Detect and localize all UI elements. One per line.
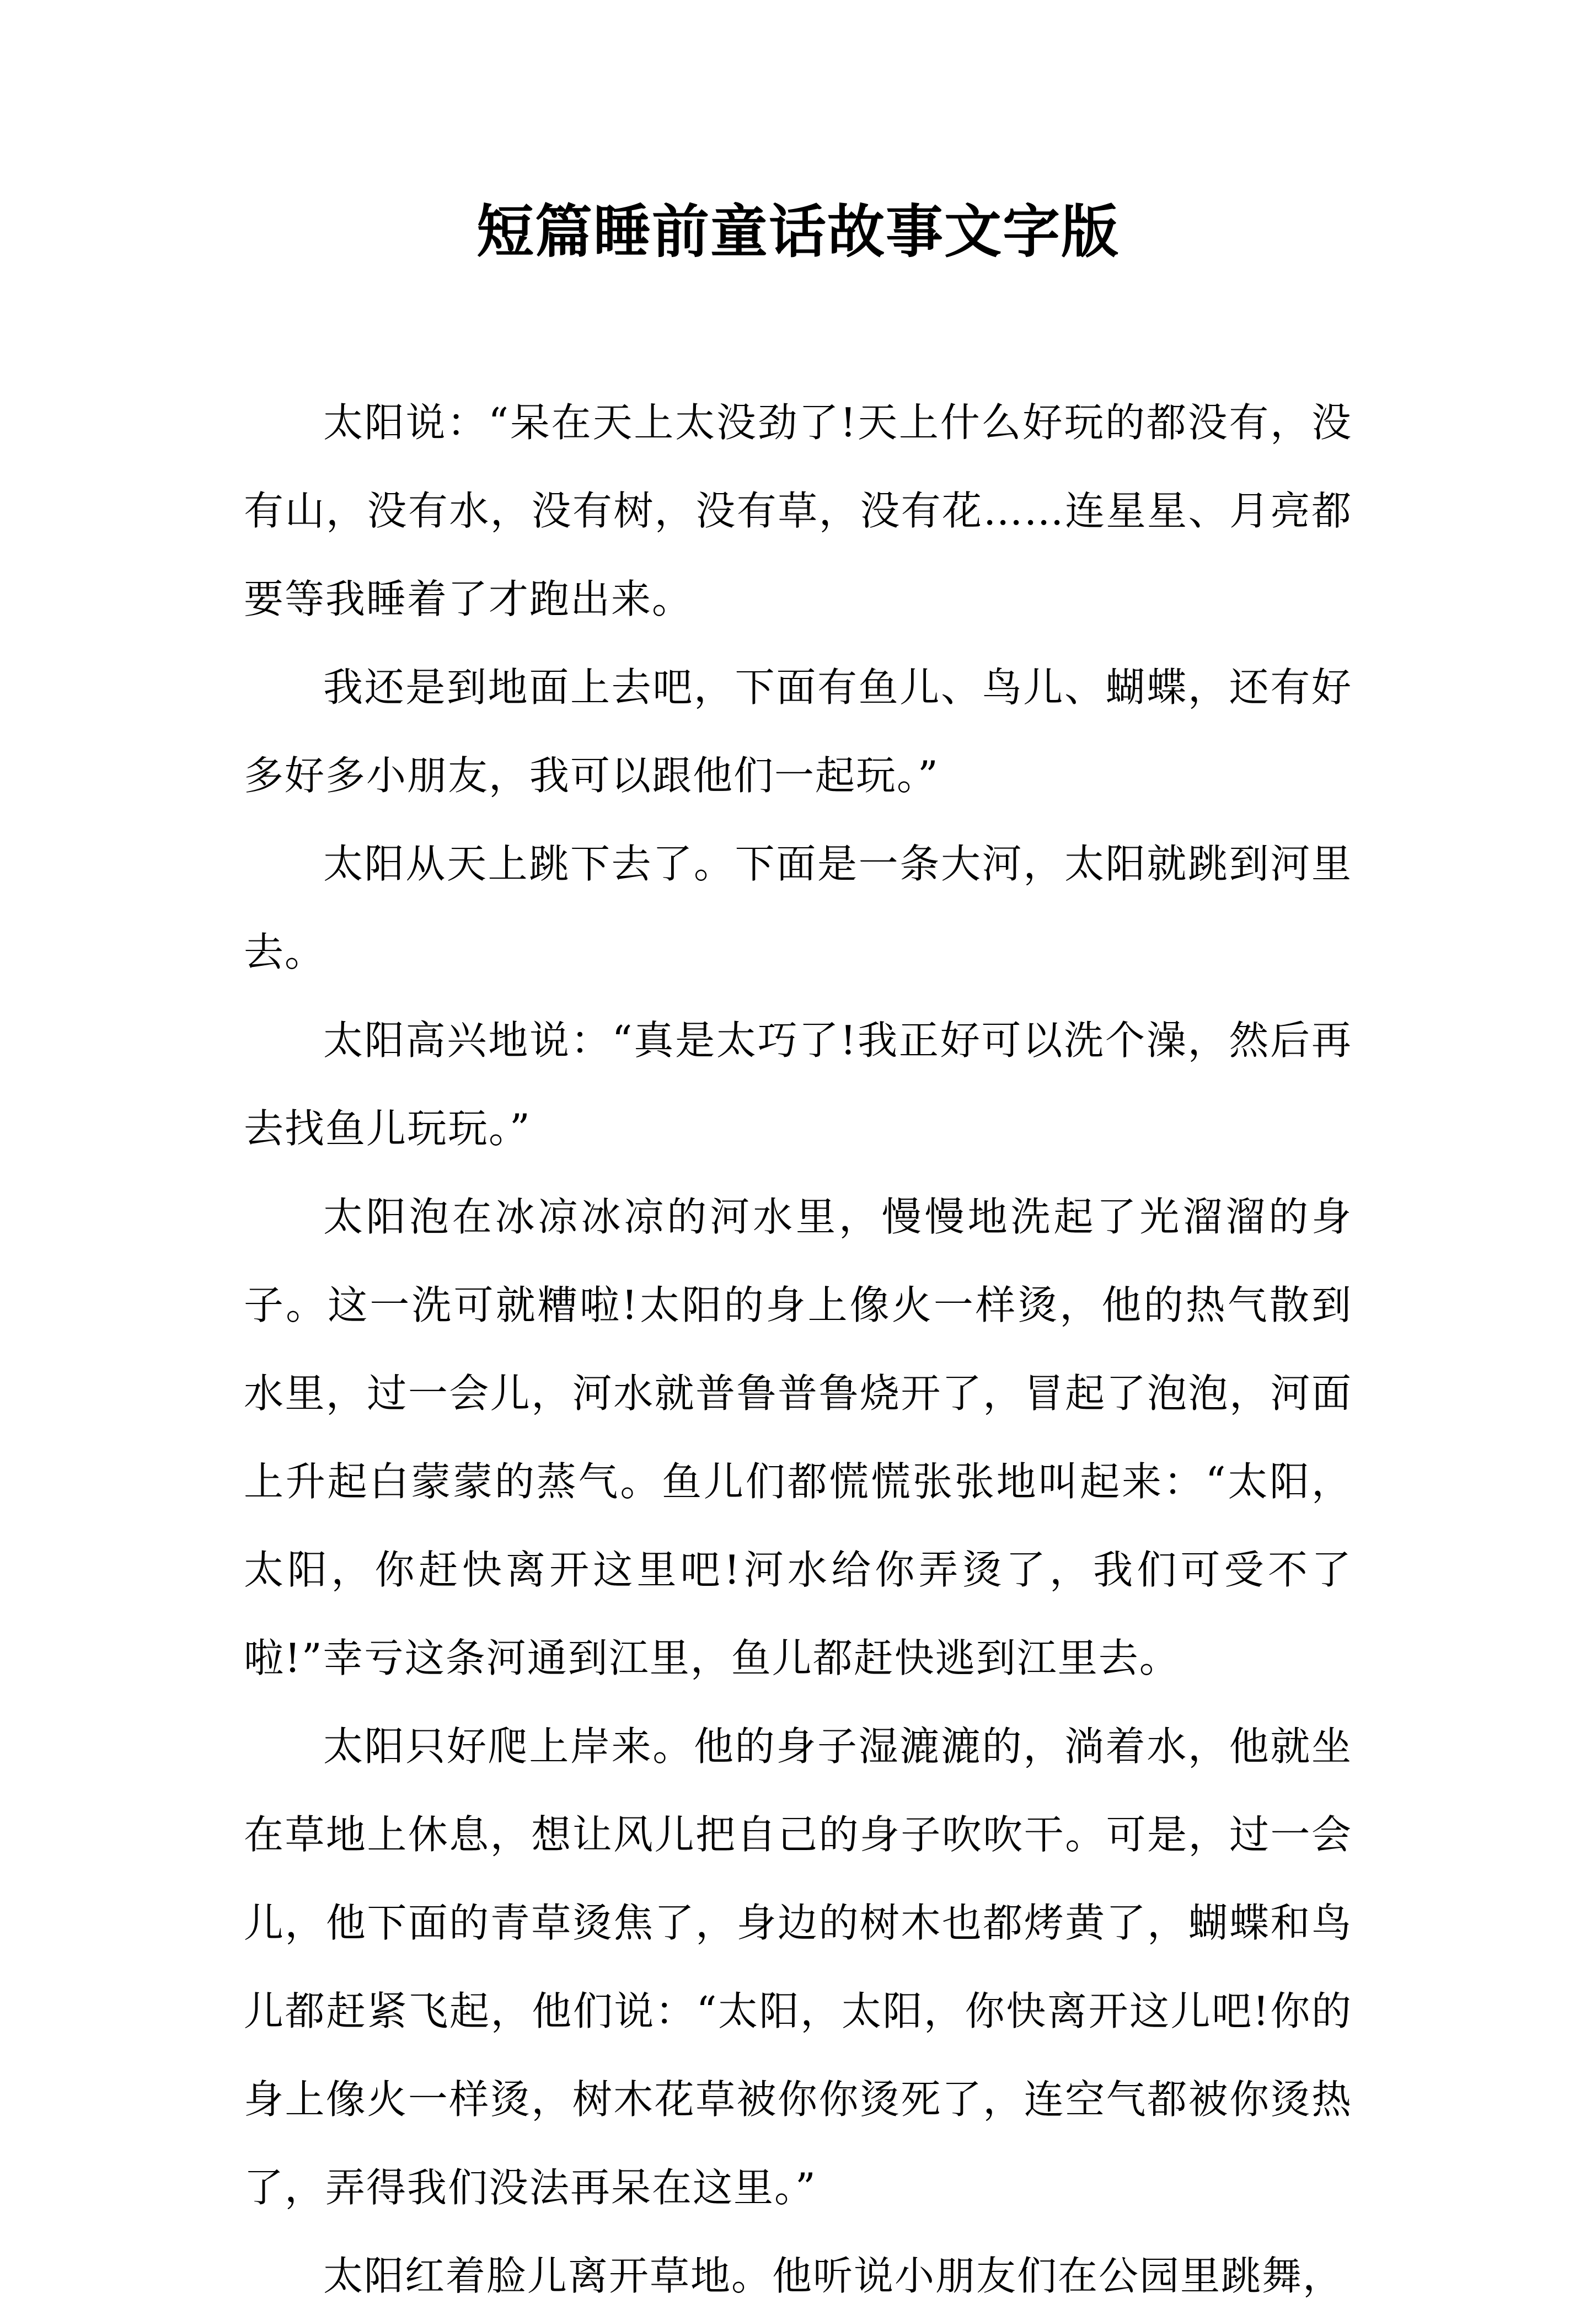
paragraph: 我还是到地面上去吧，下面有鱼儿、鸟儿、蝴蝶，还有好多好多小朋友，我可以跟他们一起玩。” — [244, 664, 1352, 799]
paragraph: 太阳泡在冰凉冰凉的河水里，慢慢地洗起了光溜溜的身子。这一洗可就糟啦!太阳的身上像火一样烫，他的热气散到水里，过一会儿，河水就普鲁普鲁烧开了，冒起了泡泡，河面上升起白蒙蒙的蒸气。鱼儿们都慌慌张张地叫起来：“太阳，太阳，你赶快离开这里吧!河水给你弄烫了，我们可受不了啦!”幸亏这条河通到江里，鱼儿都赶快逃到江里去。 — [244, 1194, 1352, 1681]
paragraph: 太阳从天上跳下去了。下面是一条大河，太阳就跳到河里去。 — [244, 841, 1352, 975]
paragraph: 太阳只好爬上岸来。他的身子湿漉漉的，淌着水，他就坐在草地上休息，想让风儿把自己的身子吹吹干。可是，过一会儿，他下面的青草烫焦了，身边的树木也都烤黄了，蝴蝶和鸟儿都赶紧飞起，他们说：“太阳，太阳，你快离开这儿吧!你的身上像火一样烫，树木花草被你你烫死了，连空气都被你烫热了，弄得我们没法再呆在这里。” — [244, 1723, 1352, 2211]
document-body — [244, 378, 1352, 2320]
document-title: 短篇睡前童话故事文字版 — [476, 197, 1120, 265]
paragraph: 太阳高兴地说：“真是太巧了!我正好可以洗个澡，然后再去找鱼儿玩玩。” — [244, 1017, 1352, 1152]
paragraph: 太阳红着脸儿离开草地。他听说小朋友们在公园里跳舞， — [323, 2253, 1344, 2299]
paragraph: 太阳说：“呆在天上太没劲了!天上什么好玩的都没有，没有山，没有水，没有树，没有草，没有花……连星星、月亮都要等我睡着了才跑出来。 — [244, 399, 1352, 622]
